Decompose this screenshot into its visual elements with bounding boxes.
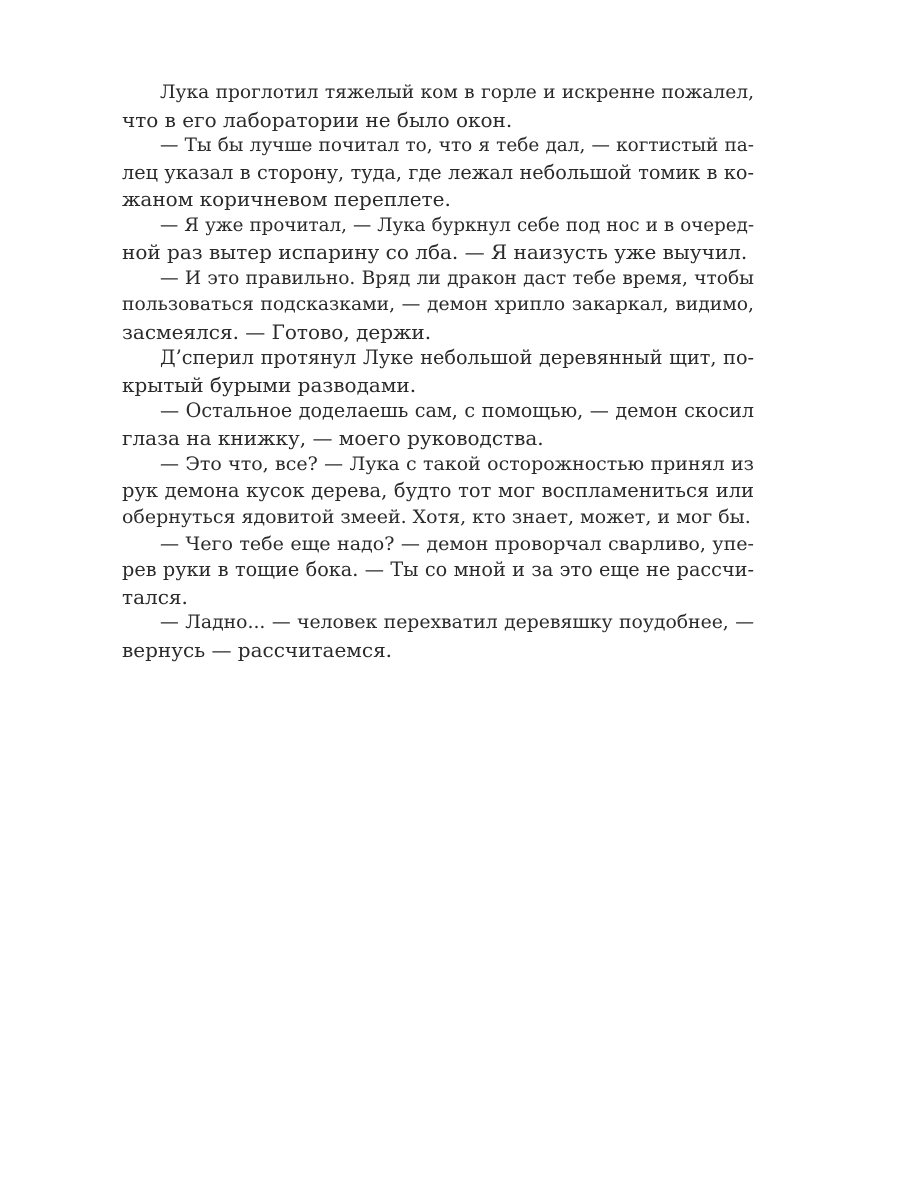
text-line: тался. [122,584,188,609]
text-line: засмеялся. — Готово, держи. [122,319,432,344]
text-line: лец указал в сторону, туда, где лежал небольшой томик в ко- [122,160,754,184]
text-line: рев руки в тощие бока. — Ты со мной и за это еще не рассчи- [122,558,754,581]
paragraph [122,398,754,451]
text-line: — Я уже прочитал, — Лука буркнул себе под нос и в очеред- [160,214,754,236]
paragraph [122,451,754,531]
page-text [122,80,754,663]
paragraph [122,80,754,133]
text-line: — Это что, все? — Лука с такой осторожностью принял из [160,453,754,475]
text-line: — И это правильно. Вряд ли дракон даст тебе время, чтобы [160,267,754,289]
paragraph [122,531,754,611]
text-line: глаза на книжку, — моего руководства. [122,425,544,450]
text-line: пользоваться подсказками, — демон хрипло закаркал, видимо, [122,294,754,315]
paragraph [122,213,754,266]
text-line: Д’сперил протянул Луке небольшой деревянный щит, по- [160,346,754,369]
text-line: что в его лаборатории не было окон. [122,107,513,132]
text-line: Лука проглотил тяжелый ком в горле и искренне пожалел, [160,82,754,103]
text-line: — Чего тебе еще надо? — демон проворчал сварливо, упе- [160,532,754,555]
text-line: — Ладно... — человек перехватил деревяшку поудобнее, — [160,612,754,633]
text-line: жаном коричневом переплете. [122,187,451,211]
paragraph [122,345,754,398]
paragraph [122,133,754,213]
text-line: — Ты бы лучше почитал то, что я тебе дал, — когтистый па- [160,135,754,156]
paragraph [122,610,754,663]
text-line: ной раз вытер испарину со лба. — Я наизусть уже выучил. [122,240,748,264]
text-line: вернусь — рассчитаемся. [122,637,393,662]
text-line: обернуться ядовитой змеей. Хотя, кто знает, может, и мог бы. [122,506,751,528]
text-line: — Остальное доделаешь сам, с помощью, — демон скосил [160,399,754,422]
text-line: крытый бурыми разводами. [122,372,417,397]
paragraph [122,266,754,346]
text-line: рук демона кусок дерева, будто тот мог воспламениться или [122,478,754,502]
